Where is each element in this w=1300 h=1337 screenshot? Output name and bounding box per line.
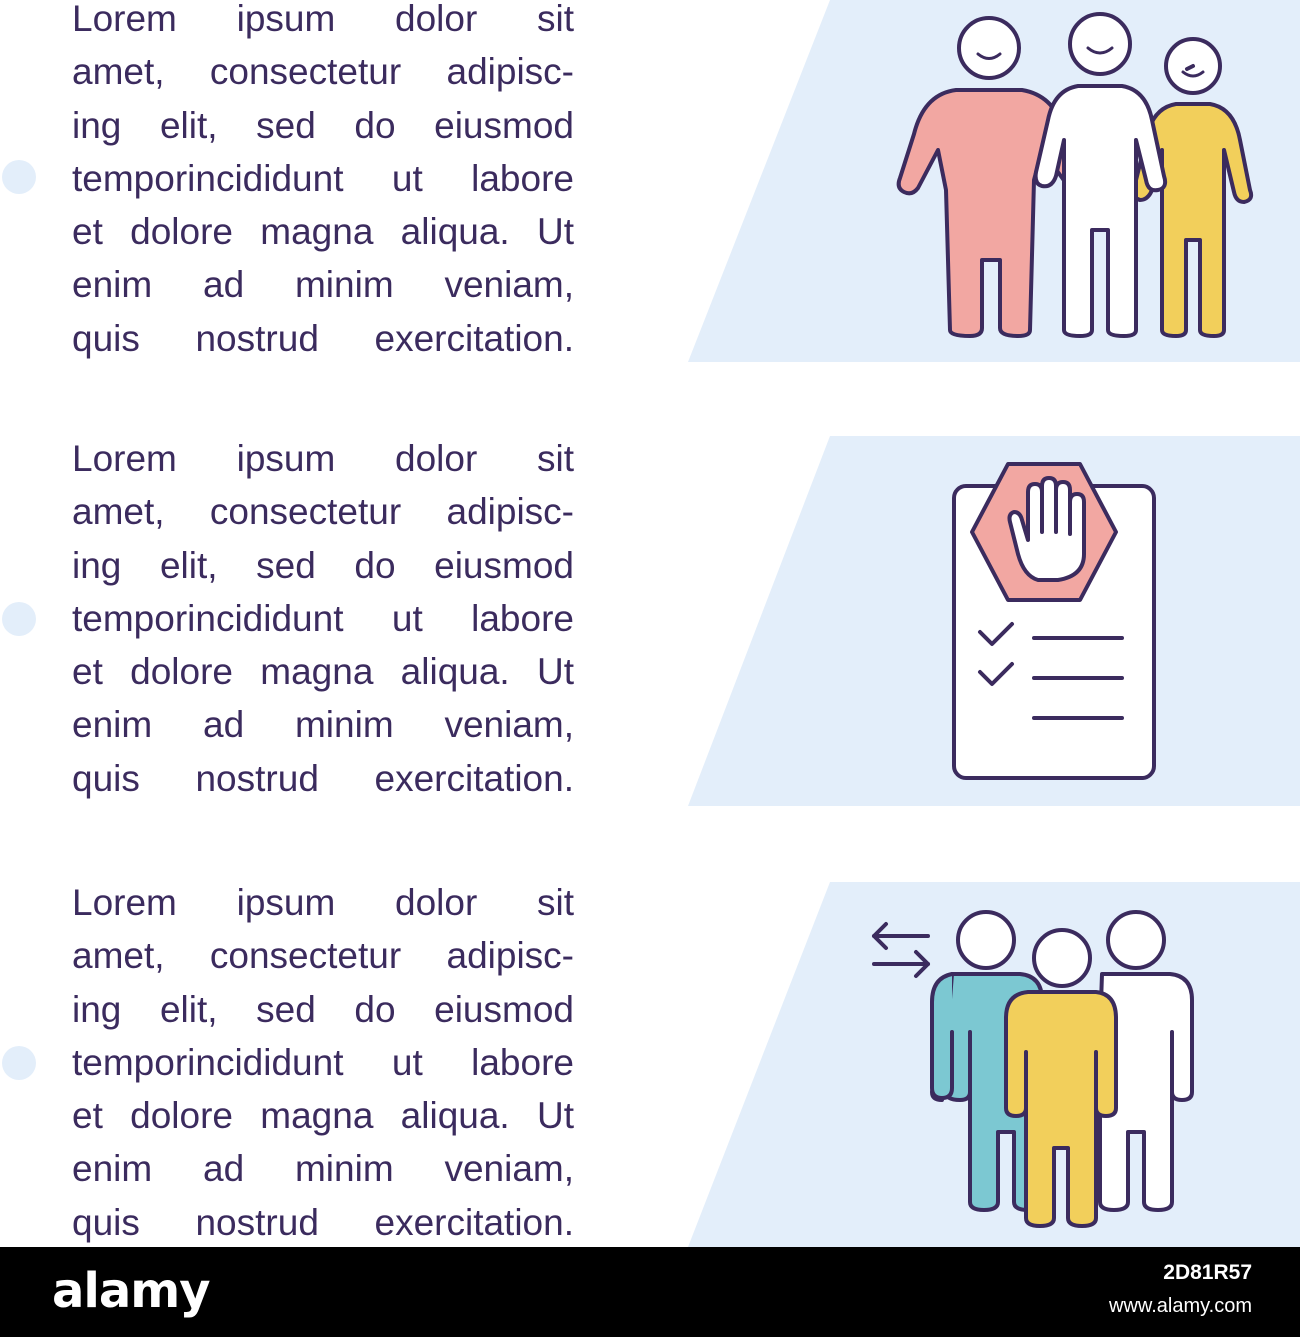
family-group-icon (688, 0, 1300, 362)
bullet-dot (2, 602, 36, 636)
alamy-logo: alamy (52, 1263, 210, 1319)
footer-bar (0, 1247, 1300, 1337)
icon-panel (688, 436, 1300, 806)
stop-hand-checklist-icon (688, 436, 1300, 806)
image-id: 2D81R57 (1163, 1261, 1252, 1284)
icon-panel (688, 882, 1300, 1247)
icon-panel (688, 0, 1300, 362)
site-url: www.alamy.com (1109, 1295, 1252, 1317)
bullet-dot (2, 1046, 36, 1080)
section-text: Lorem ipsum dolor sit amet, consectetur adipisc- ing elit, sed do eiusmod temporincididunt ut labore et dolore magna aliqua. Ut enim ad minim veniam, quis nostrud exercitation. (72, 438, 574, 799)
bullet-dot (2, 160, 36, 194)
section-text: Lorem ipsum dolor sit amet, consectetur adipisc- ing elit, sed do eiusmod temporincididunt ut labore et dolore magna aliqua. Ut enim ad minim veniam, quis nostrud exercitation. (72, 0, 574, 359)
section-text: Lorem ipsum dolor sit amet, consectetur adipisc- ing elit, sed do eiusmod temporincididunt ut labore et dolore magna aliqua. Ut enim ad minim veniam, quis nostrud exercitation. (72, 882, 574, 1243)
people-exchange-icon (688, 882, 1300, 1247)
